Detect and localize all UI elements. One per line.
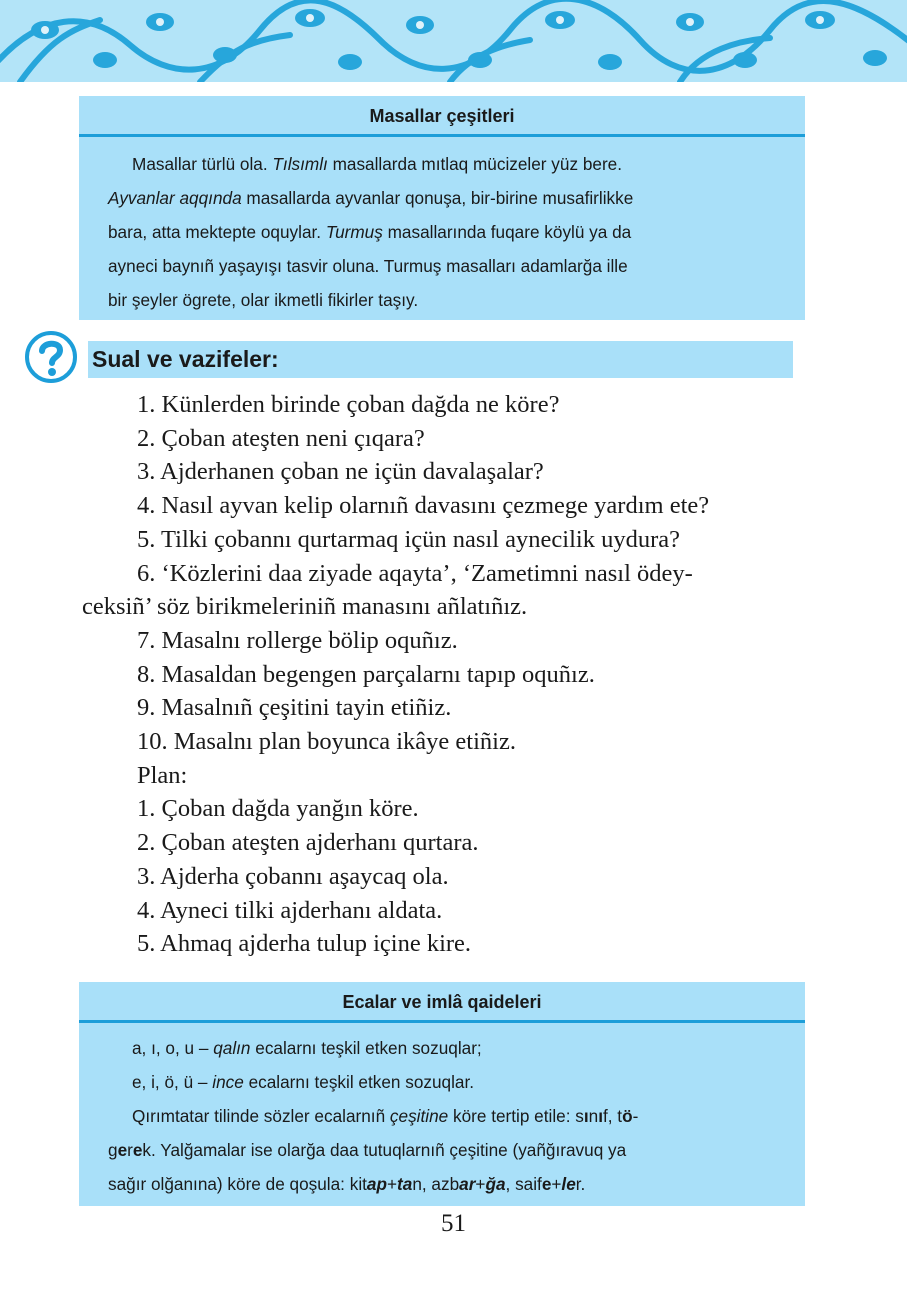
- page-number: 51: [441, 1210, 466, 1237]
- questions-list: [82, 388, 798, 961]
- text-line: bir şeyler ögrete, olar ikmetli fikirler taşıy.: [108, 290, 419, 310]
- list-item: 8. Masaldan begengen parçalarnı tapıp oquñız.: [137, 660, 595, 688]
- text-line: e, i, ö, ü – ince ecalarnı teşkil etken sozuqlar.: [132, 1072, 475, 1092]
- text-line: ayneci baynıñ yaşayışı tasvir oluna. Turmuş masalları adamlarğa ille: [108, 256, 628, 276]
- text-line: a, ı, o, u – qalın ecalarnı teşkil etken sozuqlar;: [132, 1038, 482, 1058]
- info-box-tale-types: [79, 96, 805, 320]
- text-line: bara, atta mektepte oquylar. Turmuş masallarında fuqare köylü ya da: [108, 222, 632, 242]
- list-item: 7. Masalnı rollerge bölip oquñız.: [137, 626, 458, 654]
- list-item: 4. Nasıl ayvan kelip olarnıñ davasını çezmege yardım ete?: [137, 492, 710, 520]
- plan-item: 2. Çoban ateşten ajderhanı qurtara.: [137, 829, 479, 857]
- floral-ornament-icon: [0, 0, 907, 82]
- plan-item: 4. Ayneci tilki ajderhanı aldata.: [137, 896, 443, 924]
- box-text: [79, 1023, 805, 1201]
- list-item: 2. Çoban ateşten neni çıqara?: [137, 424, 425, 452]
- text-line: sağır olğanına) köre de qoşula: kitap+tan, azbar+ğa, saife+ler.: [108, 1174, 586, 1194]
- plan-item: 1. Çoban dağda yanğın köre.: [137, 795, 419, 823]
- text-line: Qırımtatar tilinde sözler ecalarnıñ çeşitine köre tertip etile: sınıf, tö-: [132, 1106, 639, 1126]
- list-item: 3. Ajderhanen çoban ne içün davalaşalar?: [137, 458, 544, 486]
- list-item: 10. Masalnı plan boyunca ikâye etiñiz.: [137, 728, 516, 756]
- decorative-ornament-border: [0, 0, 907, 82]
- plan-label: Plan:: [137, 761, 188, 789]
- plan-item: 3. Ajderha çobannı aşaycaq ola.: [137, 862, 449, 890]
- text-line: gerek. Yalğamalar ise olarğa daa tutuqlarnıñ çeşitine (yañğıravuq ya: [108, 1140, 627, 1160]
- list-item-continuation: ceksiñ’ söz birikmeleriniñ manasını añlatıñız.: [82, 593, 528, 621]
- box-title: Masallar çeşitleri: [79, 96, 805, 137]
- list-item: 5. Tilki çobannı qurtarmaq içün nasıl aynecilik uydura?: [137, 525, 680, 553]
- plan-item: 5. Ahmaq ajderha tulup içine kire.: [137, 930, 472, 958]
- list-item: 9. Masalnıñ çeşitini tayin etiñiz.: [137, 694, 452, 722]
- list-item: 1. Künlerden birinde çoban dağda ne köre?: [137, 391, 560, 418]
- info-box-syllables-rules: [79, 982, 805, 1206]
- list-item: 6. ‘Közlerini daa ziyade aqayta’, ‘Zametimni nasıl ödey-: [137, 559, 693, 587]
- question-mark-icon: [24, 330, 78, 384]
- box-text: [79, 137, 805, 317]
- questions-heading: Sual ve vazifeler:: [92, 346, 279, 372]
- box-title: Ecalar ve imlâ qaideleri: [79, 982, 805, 1023]
- text-line: Masallar türlü ola. Tılsımlı masallarda mıtlaq mücizeler yüz bere.: [132, 154, 623, 174]
- text-line: Ayvanlar aqqında masallarda ayvanlar qonuşa, bir-birine musafirlikke: [108, 188, 634, 208]
